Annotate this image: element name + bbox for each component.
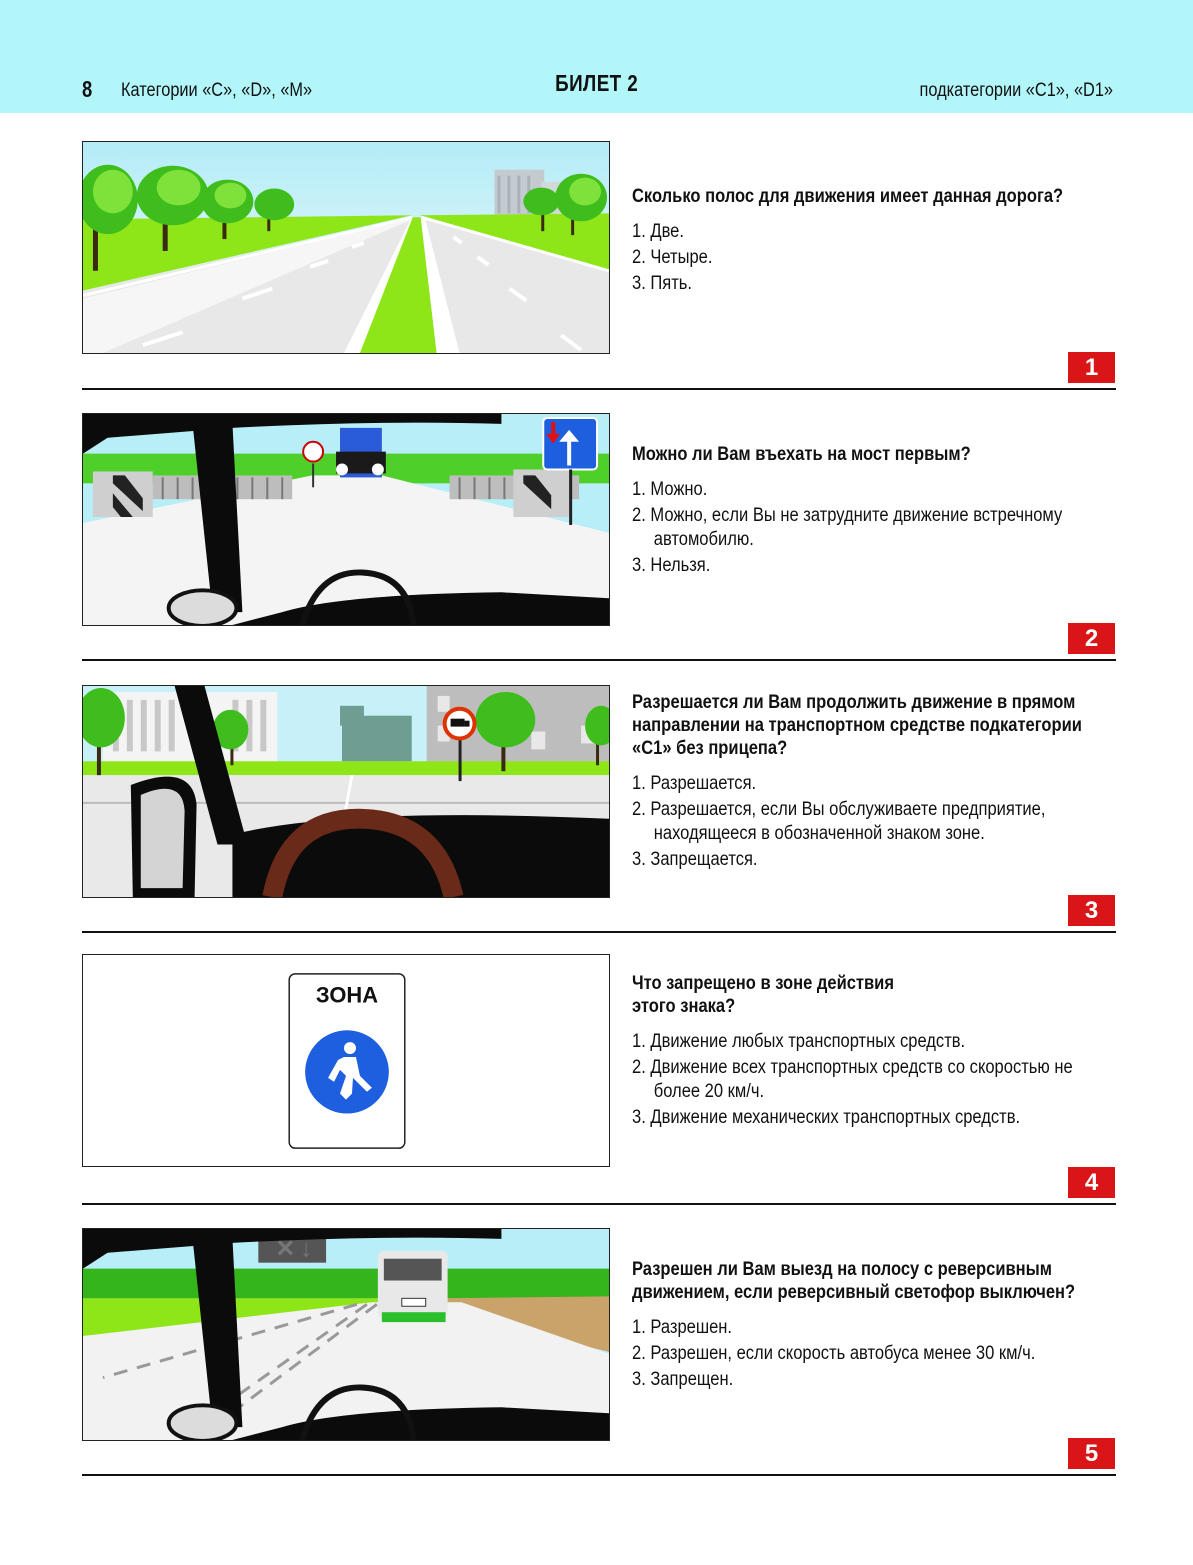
question-4-image (82, 954, 610, 1167)
divider (82, 388, 1116, 390)
question-number-badge: 1 (1068, 352, 1115, 383)
question-5-text (632, 1258, 1192, 1394)
question-block-3 (0, 685, 1193, 957)
answer-option[interactable]: 1. Две. (632, 221, 684, 242)
answer-option[interactable]: 1. Движение любых транспортных средств. (632, 1031, 966, 1052)
answer-option[interactable]: 3. Запрещается. (632, 849, 758, 870)
answer-option[interactable]: 3. Пять. (632, 273, 692, 294)
answer-option[interactable]: 2. Четыре. (632, 247, 713, 268)
answer-option[interactable]: 2. Разрешается, если Вы обслуживаете предприятие, находящееся в обозначенной знаком зоне. (632, 799, 1046, 844)
question-5-image (82, 1228, 610, 1441)
answer-option[interactable]: 3. Запрещен. (632, 1369, 734, 1390)
question-number-badge: 5 (1068, 1438, 1115, 1469)
question-1-answers (632, 220, 1119, 296)
question-1-image (82, 141, 610, 354)
question-2-text (632, 443, 1192, 580)
zone-sign-label: ЗОНА (315, 982, 379, 1008)
question-1-text (632, 185, 1192, 298)
question-3-image (82, 685, 610, 898)
question-2-title: Можно ли Вам въехать на мост первым? (632, 444, 971, 465)
question-4-title: Что запрещено в зоне действия этого знака? (632, 973, 895, 1017)
question-block-5 (0, 1228, 1193, 1500)
question-4-answers (632, 1030, 1119, 1130)
question-block-1 (0, 141, 1193, 413)
question-1-title: Сколько полос для движения имеет данная дорога? (632, 186, 1064, 207)
question-4-text (632, 972, 1192, 1132)
divider (82, 659, 1116, 661)
question-5-answers (632, 1316, 1119, 1392)
answer-option[interactable]: 1. Разрешается. (632, 773, 757, 794)
answer-option[interactable]: 3. Нельзя. (632, 555, 711, 576)
question-3-text (632, 691, 1192, 874)
answer-option[interactable]: 2. Можно, если Вы не затрудните движение встречному автомобилю. (632, 505, 1063, 550)
question-2-answers (632, 478, 1119, 578)
question-number-badge: 4 (1068, 1167, 1115, 1198)
question-3-title: Разрешается ли Вам продолжить движение в прямом направлении на транспортном средстве подкатегории «C1» без прицепа? (632, 692, 1082, 759)
categories-left: Категории «C», «D», «M» (121, 80, 313, 101)
divider (82, 1203, 1116, 1205)
categories-right: подкатегории «C1», «D1» (919, 80, 1113, 101)
ticket-title-text: БИЛЕТ 2 (554, 70, 639, 96)
question-block-2 (0, 413, 1193, 685)
page-number: 8 (82, 76, 93, 102)
question-block-4 (0, 954, 1193, 1226)
answer-option[interactable]: 2. Движение всех транспортных средств со скоростью не более 20 км/ч. (632, 1057, 1073, 1102)
question-2-image (82, 413, 610, 626)
divider (82, 1474, 1116, 1476)
svg-text:✕: ✕ (275, 1235, 296, 1263)
question-5-title: Разрешен ли Вам выезд на полосу с реверсивным движением, если реверсивный светофор выключен? (632, 1259, 1076, 1303)
question-number-badge: 2 (1068, 623, 1115, 654)
divider (82, 931, 1116, 933)
answer-option[interactable]: 1. Можно. (632, 479, 708, 500)
answer-option[interactable]: 1. Разрешен. (632, 1317, 733, 1338)
answer-option[interactable]: 3. Движение механических транспортных средств. (632, 1107, 1021, 1128)
answer-option[interactable]: 2. Разрешен, если скорость автобуса менее 30 км/ч. (632, 1343, 1036, 1364)
svg-text:↓: ↓ (300, 1235, 313, 1263)
question-3-answers (632, 772, 1119, 872)
question-number-badge: 3 (1068, 895, 1115, 926)
